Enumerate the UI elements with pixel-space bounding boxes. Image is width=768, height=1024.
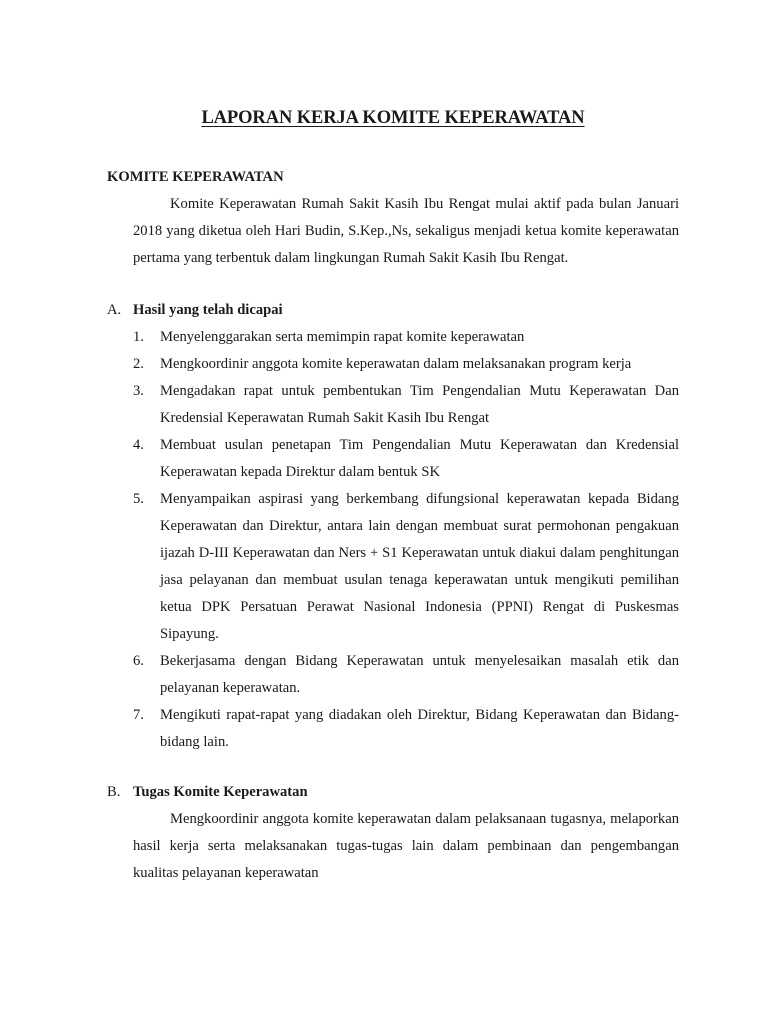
list-item xyxy=(133,702,679,756)
list-item xyxy=(133,486,679,648)
intro-paragraph: Komite Keperawatan Rumah Sakit Kasih Ibu Rengat mulai aktif pada bulan Januari 2018 yang diketua oleh Hari Budin, S.Kep.,Ns, sekaligus menjadi ketua komite keperawatan pertama yang terbentuk dalam lingkungan Rumah Sakit Kasih Ibu Rengat. xyxy=(133,196,679,266)
list-item-number: 1. xyxy=(133,329,144,345)
list-item xyxy=(133,351,679,378)
list-item-number: 5. xyxy=(133,491,144,507)
list-item-text: Membuat usulan penetapan Tim Pengendalian Mutu Keperawatan dan Kredensial Keperawatan kepada Direktur dalam bentuk SK xyxy=(160,437,679,480)
list-item xyxy=(133,648,679,702)
section-b-paragraph: Mengkoordinir anggota komite keperawatan dalam pelaksanaan tugasnya, melaporkan hasil kerja serta melaksanakan tugas-tugas lain dalam pembinaan dan pengembangan kualitas pelayanan keperawatan xyxy=(133,811,679,881)
section-b-heading xyxy=(107,779,679,806)
intro-heading: KOMITE KEPERAWATAN xyxy=(107,169,284,185)
list-item-text: Menyampaikan aspirasi yang berkembang difungsional keperawatan kepada Bidang Keperawatan dan Direktur, antara lain dengan membuat surat permohonan pengakuan ijazah D-III Keperawatan dan Ners + S1 Keperawatan untuk diakui dalam penghitungan jasa pelayanan dan membuat usulan tenaga keperawatan untuk mengikuti pemilihan ketua DPK Persatuan Perawat Nasional Indonesia (PPNI) Rengat di Puskesmas Sipayung. xyxy=(160,491,679,642)
document-title-text: LAPORAN KERJA KOMITE KEPERAWATAN xyxy=(201,108,585,128)
section-b-letter: B. xyxy=(107,784,121,800)
section-a-heading xyxy=(107,297,679,324)
section-b-title: Tugas Komite Keperawatan xyxy=(133,784,308,800)
list-item-number: 7. xyxy=(133,707,144,723)
list-item-text: Bekerjasama dengan Bidang Keperawatan untuk menyelesaikan masalah etik dan pelayanan keperawatan. xyxy=(160,653,679,696)
list-item-text: Menyelenggarakan serta memimpin rapat komite keperawatan xyxy=(160,329,525,345)
list-item-number: 2. xyxy=(133,356,144,372)
achievements-list xyxy=(133,324,679,756)
section-a-title: Hasil yang telah dicapai xyxy=(133,302,283,318)
list-item-number: 6. xyxy=(133,653,144,669)
list-item xyxy=(133,378,679,432)
list-item-number: 3. xyxy=(133,383,144,399)
list-item xyxy=(133,432,679,486)
list-item-text: Mengadakan rapat untuk pembentukan Tim Pengendalian Mutu Keperawatan Dan Kredensial Keperawatan Rumah Sakit Kasih Ibu Rengat xyxy=(160,383,679,426)
list-item-text: Mengikuti rapat-rapat yang diadakan oleh Direktur, Bidang Keperawatan dan Bidang- bidang lain. xyxy=(160,707,679,750)
section-a-letter: A. xyxy=(107,302,122,318)
intro-section xyxy=(107,164,679,272)
list-item xyxy=(133,324,679,351)
document-title xyxy=(107,108,679,129)
list-item-text: Mengkoordinir anggota komite keperawatan dalam melaksanakan program kerja xyxy=(160,356,632,372)
list-item-number: 4. xyxy=(133,437,144,453)
section-a xyxy=(107,297,679,756)
section-b xyxy=(107,779,679,887)
